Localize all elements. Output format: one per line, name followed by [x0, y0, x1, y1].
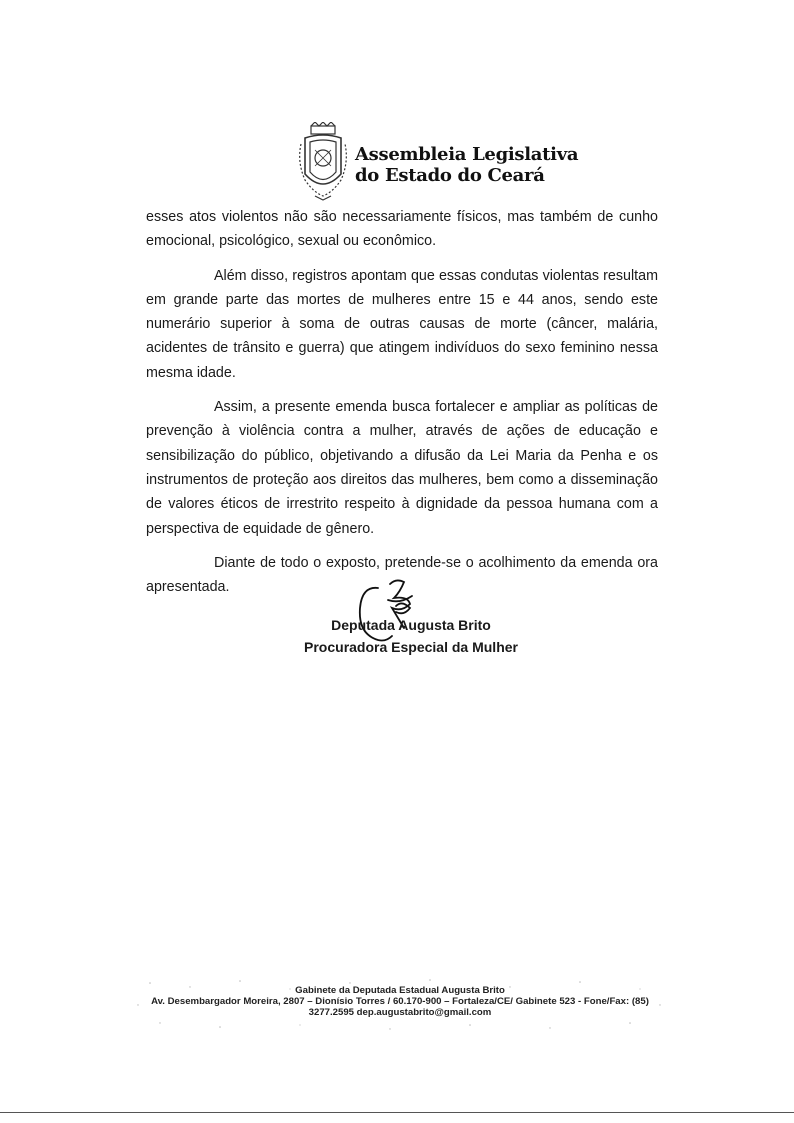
letterhead — [297, 122, 579, 202]
footer — [130, 975, 670, 1035]
document-body — [146, 205, 658, 609]
signature-block — [300, 578, 560, 658]
organization-name — [355, 144, 578, 186]
signatory — [300, 614, 522, 658]
paragraph: Além disso, registros apontam que essas condutas violentas resultam em grande parte das mortes de mulheres entre 15 e 44 anos, sendo este numerário superior à soma de outras causas de morte (câncer, malária, acidentes de trânsito e guerra) que atingem indivíduos do sexo feminino nessa mesma idade. — [146, 267, 658, 381]
paragraph: esses atos violentos não são necessariamente físicos, mas também de cunho emocional, psicológico, sexual ou econômico. — [146, 209, 658, 250]
footer-address — [130, 985, 670, 1018]
org-name-line1: Assembleia Legislativa — [355, 144, 579, 165]
paragraph: Diante de todo o exposto, pretende-se o acolhimento da emenda ora apresentada. — [146, 554, 658, 596]
paragraph: Assim, a presente emenda busca fortalecer e ampliar as políticas de prevenção à violência contra a mulher, através de ações de educação e sensibilização do público, objetivando a difusão da Lei Maria da Penha e os instrumentos de proteção aos direitos das mulheres, bem como a disseminação de valores éticos de irrestrito respeito à dignidade da pessoa humana com a perspectiva de equidade de gênero. — [146, 399, 658, 537]
coat-of-arms-icon — [297, 122, 349, 202]
footer-line1: Gabinete da Deputada Estadual Augusta Brito — [295, 985, 505, 996]
footer-line2: Av. Desembargador Moreira, 2807 – Dionísio Torres / 60.170-900 – Fortaleza/CE/ Gabinete 523 - Fone/Fax: (85) — [151, 996, 649, 1007]
org-name-line2: do Estado do Ceará — [355, 165, 545, 186]
signatory-role: Procuradora Especial da Mulher — [304, 639, 518, 655]
signatory-name: Deputada Augusta Brito — [331, 617, 491, 633]
footer-line3: 3277.2595 dep.augustabrito@gmail.com — [308, 1007, 492, 1018]
page-bottom-rule — [0, 1112, 794, 1113]
